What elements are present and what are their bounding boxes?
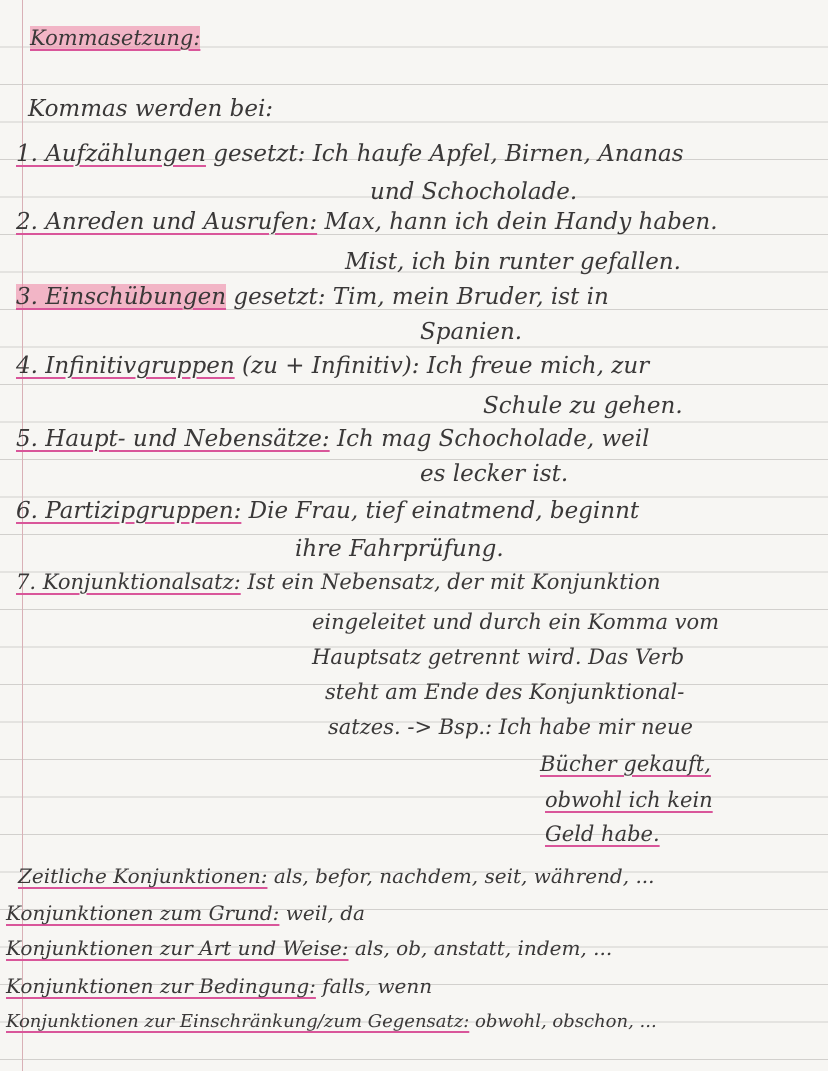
item-7-continuation-2: Hauptsatz getrennt wird. Das Verb <box>312 645 685 669</box>
conjunction-line-reason <box>6 899 365 927</box>
conjunction-label: Konjunktionen zum Grund: <box>6 901 280 925</box>
item-5-label: 5. Haupt- und Nebensätze: <box>16 426 330 452</box>
item-6-label: 6. Partizipgruppen: <box>16 498 242 524</box>
item-6-continuation: ihre Fahrprüfung. <box>295 536 504 562</box>
item-3-line <box>16 283 609 311</box>
conjunction-line-manner <box>6 934 612 962</box>
example-line-1 <box>540 750 711 778</box>
conjunction-label: Konjunktionen zur Einschränkung/zum Gegensatz: <box>6 1011 470 1032</box>
item-2-text: Max, hann ich dein Handy haben. <box>324 209 718 235</box>
conjunction-values: obwohl, obschon, ... <box>475 1011 657 1032</box>
item-6-text: Die Frau, tief einatmend, beginnt <box>248 498 640 524</box>
conjunction-label: Konjunktionen zur Bedingung: <box>6 974 316 998</box>
example-line-3 <box>545 820 660 848</box>
item-7-continuation-4: satzes. -> Bsp.: Ich habe mir neue <box>328 715 693 739</box>
item-7-text: Ist ein Nebensatz, der mit Konjunktion <box>247 570 661 594</box>
item-4-label: 4. Infinitivgruppen <box>16 353 235 379</box>
item-2-continuation: Mist, ich bin runter gefallen. <box>345 249 681 275</box>
item-2-label: 2. Anreden und Ausrufen: <box>16 209 318 235</box>
heading-text: Kommasetzung: <box>30 26 201 50</box>
page-heading <box>30 24 200 52</box>
item-4-text: (zu + Infinitiv): Ich freue mich, zur <box>241 353 650 379</box>
item-5-continuation: es lecker ist. <box>420 461 569 487</box>
item-7-continuation-3: steht am Ende des Konjunktional- <box>325 680 685 704</box>
item-1-text: gesetzt: Ich haufe Apfel, Birnen, Ananas <box>213 141 684 167</box>
conjunction-label: Konjunktionen zur Art und Weise: <box>6 936 349 960</box>
item-7-continuation-1: eingeleitet und durch ein Komma vom <box>312 610 720 634</box>
item-6-line <box>16 497 639 525</box>
conjunction-values: als, befor, nachdem, seit, während, ... <box>273 864 655 888</box>
item-7-line <box>16 568 661 596</box>
conjunction-line-contrast <box>6 1008 657 1036</box>
item-5-line <box>16 425 650 453</box>
conjunction-line-time <box>18 862 655 890</box>
intro-line: Kommas werden bei: <box>28 96 274 122</box>
item-2-line <box>16 208 718 236</box>
example-text-3: Geld habe. <box>545 822 660 846</box>
item-1-label: 1. Aufzählungen <box>16 141 206 167</box>
item-1-continuation: und Schocholade. <box>370 179 578 205</box>
conjunction-values: falls, wenn <box>322 974 433 998</box>
item-7-label: 7. Konjunktionalsatz: <box>16 570 241 594</box>
item-4-continuation: Schule zu gehen. <box>483 393 683 419</box>
example-line-2 <box>545 786 713 814</box>
item-3-label: 3. Einschübungen <box>16 284 227 310</box>
conjunction-label: Zeitliche Konjunktionen: <box>18 864 268 888</box>
example-text-1: Bücher gekauft, <box>540 752 711 776</box>
conjunction-line-condition <box>6 972 432 1000</box>
conjunction-values: weil, da <box>285 901 365 925</box>
item-3-continuation: Spanien. <box>420 319 523 345</box>
item-5-text: Ich mag Schocholade, weil <box>336 426 650 452</box>
item-1-line <box>16 140 684 168</box>
item-3-text: gesetzt: Tim, mein Bruder, ist in <box>233 284 609 310</box>
example-text-2: obwohl ich kein <box>545 788 713 812</box>
item-4-line <box>16 352 649 380</box>
conjunction-values: als, ob, anstatt, indem, ... <box>354 936 613 960</box>
